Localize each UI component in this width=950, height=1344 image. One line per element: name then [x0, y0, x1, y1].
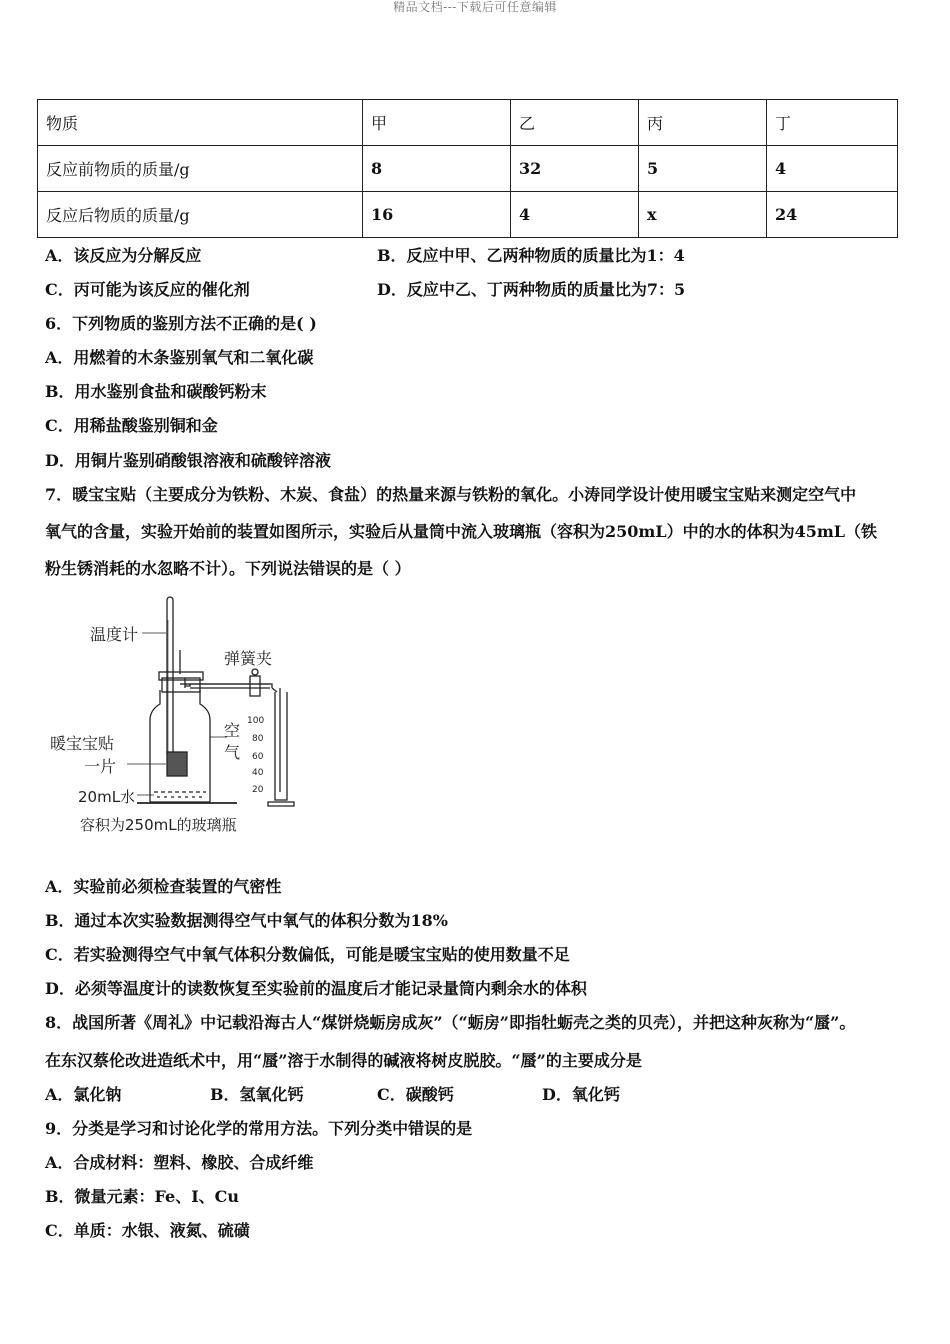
table-cell: 24 — [767, 192, 898, 238]
table-header-cell: 甲 — [363, 100, 511, 146]
scale-label: 40 — [252, 768, 264, 778]
scale-label: 100 — [247, 716, 265, 726]
label-air-1: 空 — [224, 721, 241, 740]
q5-option-c: C．丙可能为该反应的催化剂 — [45, 280, 250, 299]
table-row — [38, 192, 898, 238]
q7-option-d: D．必须等温度计的读数恢复至实验前的温度后才能记录量筒内剩余水的体积 — [45, 979, 587, 998]
table-header-cell: 物质 — [38, 100, 363, 146]
table-cell: 4 — [511, 192, 639, 238]
label-warmer-line1: 暖宝宝贴 — [50, 734, 115, 753]
q7-option-a: A．实验前必须检查装置的气密性 — [45, 877, 282, 896]
table-cell: x — [639, 192, 767, 238]
q7-stem-line2: 氧气的含量，实验开始前的装置如图所示，实验后从量筒中流入玻璃瓶（容积为250mL）中的水的体积为45mL（铁 — [45, 522, 878, 541]
page-header: 精品文档---下载后可任意编辑 — [393, 0, 557, 14]
apparatus-figure — [42, 592, 312, 842]
table-cell: 16 — [363, 192, 511, 238]
q5-option-a: A．该反应为分解反应 — [45, 246, 202, 265]
q7-stem-line3: 粉生锈消耗的水忽略不计）。下列说法错误的是（ ） — [45, 559, 411, 578]
q6-option-d: D．用铜片鉴别硝酸银溶液和硫酸锌溶液 — [45, 451, 331, 470]
q8-option-c: C．碳酸钙 — [377, 1085, 454, 1104]
q9-stem: 9．分类是学习和讨论化学的常用方法。下列分类中错误的是 — [45, 1119, 473, 1138]
q9-option-b: B．微量元素：Fe、I、Cu — [45, 1187, 240, 1206]
table-header-row — [38, 100, 898, 146]
table-cell: 4 — [767, 146, 898, 192]
row-label: 反应后物质的质量/g — [38, 192, 363, 238]
q7-option-b: B．通过本次实验数据测得空气中氧气的体积分数为18% — [45, 911, 448, 930]
q8-option-b: B．氢氧化钙 — [210, 1085, 304, 1104]
q8-stem-line2: 在东汉蔡伦改进造纸术中，用“蜃”溶于水制得的碱液将树皮脱胶。“蜃”的主要成分是 — [45, 1051, 642, 1070]
q5-option-b: B．反应中甲、乙两种物质的质量比为1：4 — [377, 246, 685, 265]
q9-option-a: A．合成材料：塑料、橡胶、合成纤维 — [45, 1153, 314, 1172]
table-header-cell: 丁 — [767, 100, 898, 146]
row-label: 反应前物质的质量/g — [38, 146, 363, 192]
q8-option-d: D．氧化钙 — [542, 1085, 620, 1104]
table-cell: 8 — [363, 146, 511, 192]
q8-option-a: A．氯化钠 — [45, 1085, 122, 1104]
q7-option-c: C．若实验测得空气中氧气体积分数偏低，可能是暖宝宝贴的使用数量不足 — [45, 945, 570, 964]
table-cell: 32 — [511, 146, 639, 192]
table-header-cell: 乙 — [511, 100, 639, 146]
mass-table — [37, 99, 898, 238]
table-row — [38, 146, 898, 192]
label-water: 20mL水 — [78, 788, 136, 806]
scale-label: 20 — [252, 785, 264, 795]
scale-label: 60 — [252, 752, 264, 762]
q6-option-a: A．用燃着的木条鉴别氧气和二氧化碳 — [45, 348, 314, 367]
scale-label: 80 — [252, 734, 264, 744]
table-header-cell: 丙 — [639, 100, 767, 146]
label-bottle: 容积为250mL的玻璃瓶 — [80, 816, 237, 834]
q8-stem-line1: 8．战国所著《周礼》中记载沿海古人“煤饼烧蛎房成灰”（“蛎房”即指牡蛎壳之类的贝壳），并把这种灰称为“蜃”。 — [45, 1013, 856, 1032]
label-thermometer: 温度计 — [90, 625, 139, 644]
q6-stem: 6．下列物质的鉴别方法不正确的是( ) — [45, 314, 317, 333]
label-clamp: 弹簧夹 — [224, 649, 273, 668]
q5-option-d: D．反应中乙、丁两种物质的质量比为7：5 — [377, 280, 686, 299]
label-air-2: 气 — [224, 743, 241, 762]
q6-option-c: C．用稀盐酸鉴别铜和金 — [45, 416, 218, 435]
q6-option-b: B．用水鉴别食盐和碳酸钙粉末 — [45, 382, 267, 401]
label-warmer-line2: 一片 — [84, 757, 117, 776]
q9-option-c: C．单质：水银、液氮、硫磺 — [45, 1221, 250, 1240]
q7-stem-line1: 7．暖宝宝贴（主要成分为铁粉、木炭、食盐）的热量来源与铁粉的氧化。小涛同学设计使用暖宝宝贴来测定空气中 — [45, 485, 857, 504]
table-cell: 5 — [639, 146, 767, 192]
